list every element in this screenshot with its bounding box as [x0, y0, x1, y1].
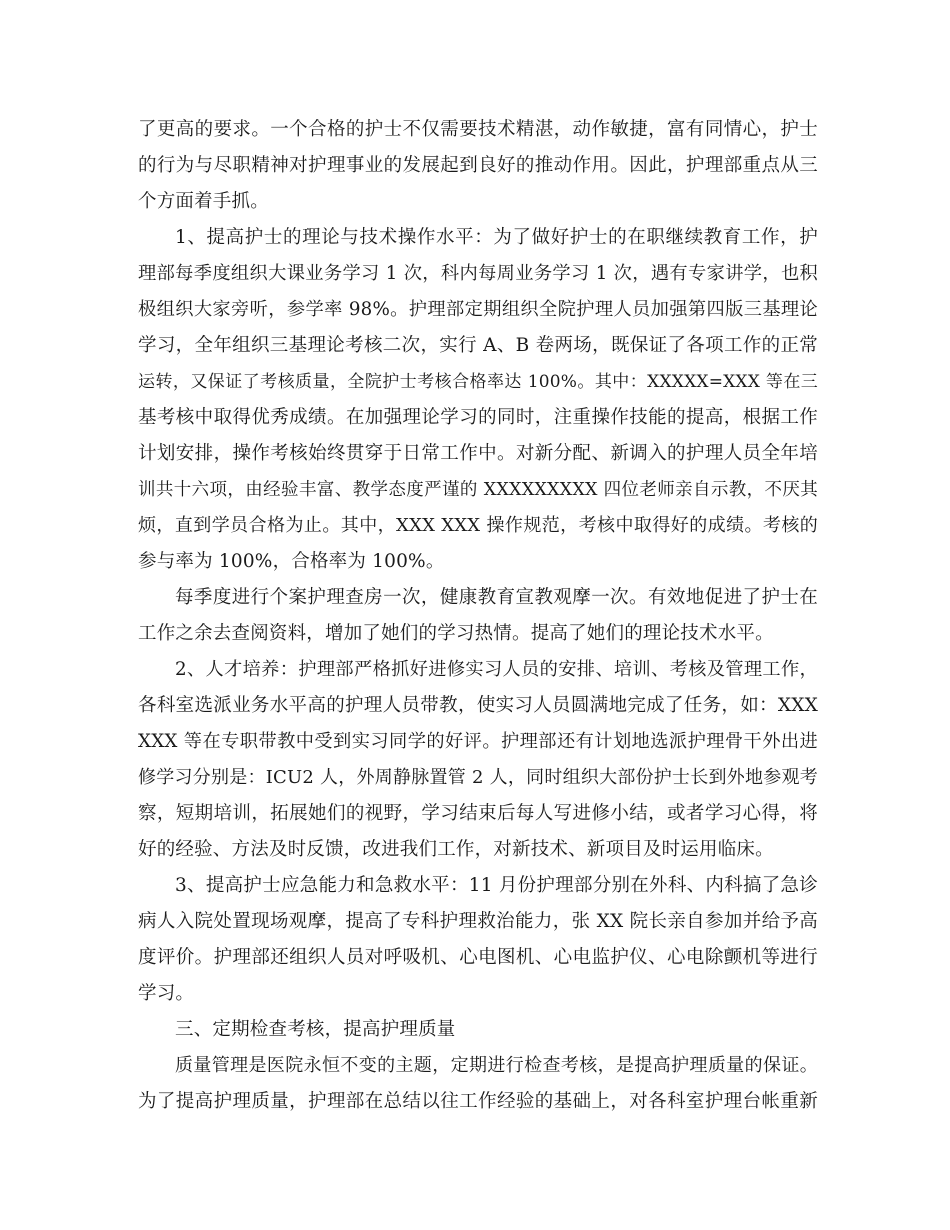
paragraph-line: 每季度进行个案护理查房一次，健康教育宣教观摩一次。有效地促进了护士在 [175, 587, 818, 608]
paragraph-line: 了更高的要求。一个合格的护士不仅需要技术精湛，动作敏捷，富有同情心，护士 [138, 119, 818, 140]
paragraph-line: 病人入院处置现场观摩，提高了专科护理救治能力，张 XX 院长亲自参加并给予高 [138, 911, 818, 932]
paragraph-line: 为了提高护理质量，护理部在总结以往工作经验的基础上，对各科室护理台帐重新 [138, 1091, 818, 1112]
paragraph-line: 各科室选派业务水平高的护理人员带教，使实习人员圆满地完成了任务，如：XXX [138, 695, 818, 716]
paragraph-line: 烦，直到学员合格为止。其中，XXX XXX 操作规范，考核中取得好的成绩。考核的 [138, 515, 818, 536]
paragraph-line: 的行为与尽职精神对护理事业的发展起到良好的推动作用。因此，护理部重点从三 [138, 155, 818, 176]
paragraph-line: XXX 等在专职带教中受到实习同学的好评。护理部还有计划地选派护理骨干外出进 [138, 731, 818, 752]
paragraph-line: 2、人才培养：护理部严格抓好进修实习人员的安排、培训、考核及管理工作， [175, 659, 818, 680]
paragraph-line: 理部每季度组织大课业务学习 1 次，科内每周业务学习 1 次，遇有专家讲学，也积 [138, 263, 818, 284]
paragraph-line: 学习。 [138, 983, 195, 1004]
section-heading: 三、定期检查考核，提高护理质量 [175, 1019, 456, 1040]
paragraph-line: 察，短期培训，拓展她们的视野，学习结束后每人写进修小结，或者学习心得，将 [138, 803, 818, 824]
paragraph-line: 3、提高护士应急能力和急救水平：11 月份护理部分别在外科、内科搞了急诊 [175, 875, 818, 896]
paragraph-line: 度评价。护理部还组织人员对呼吸机、心电图机、心电监护仪、心电除颤机等进行 [138, 947, 818, 968]
paragraph-line: 基考核中取得优秀成绩。在加强理论学习的同时，注重操作技能的提高，根据工作 [138, 407, 818, 428]
paragraph-line: 极组织大家旁听，参学率 98%。护理部定期组织全院护理人员加强第四版三基理论 [138, 299, 818, 320]
paragraph-line: 参与率为 100%，合格率为 100%。 [138, 551, 445, 572]
paragraph-line: 运转，又保证了考核质量，全院护士考核合格率达 100%。其中：XXXXX=XXX 等在三 [138, 372, 818, 392]
paragraph-line: 质量管理是医院永恒不变的主题，定期进行检查考核，是提高护理质量的保证。 [175, 1055, 818, 1076]
paragraph-line: 好的经验、方法及时反馈，改进我们工作，对新技术、新项目及时运用临床。 [138, 839, 774, 860]
paragraph-line: 训共十六项，由经验丰富、教学态度严谨的 XXXXXXXXX 四位老师亲自示教，不厌其 [138, 480, 818, 500]
paragraph-line: 工作之余去查阅资料，增加了她们的学习热情。提高了她们的理论技术水平。 [138, 623, 774, 644]
paragraph-line: 计划安排，操作考核始终贯穿于日常工作中。对新分配、新调入的护理人员全年培 [138, 443, 818, 464]
paragraph-line: 学习，全年组织三基理论考核二次，实行 A、B 卷两场，既保证了各项工作的正常 [138, 335, 818, 356]
paragraph-line: 个方面着手抓。 [138, 191, 269, 212]
paragraph-line: 修学习分别是：ICU2 人，外周静脉置管 2 人，同时组织大部份护士长到外地参观考 [138, 767, 818, 788]
paragraph-line: 1、提高护士的理论与技术操作水平：为了做好护士的在职继续教育工作，护 [175, 227, 818, 248]
